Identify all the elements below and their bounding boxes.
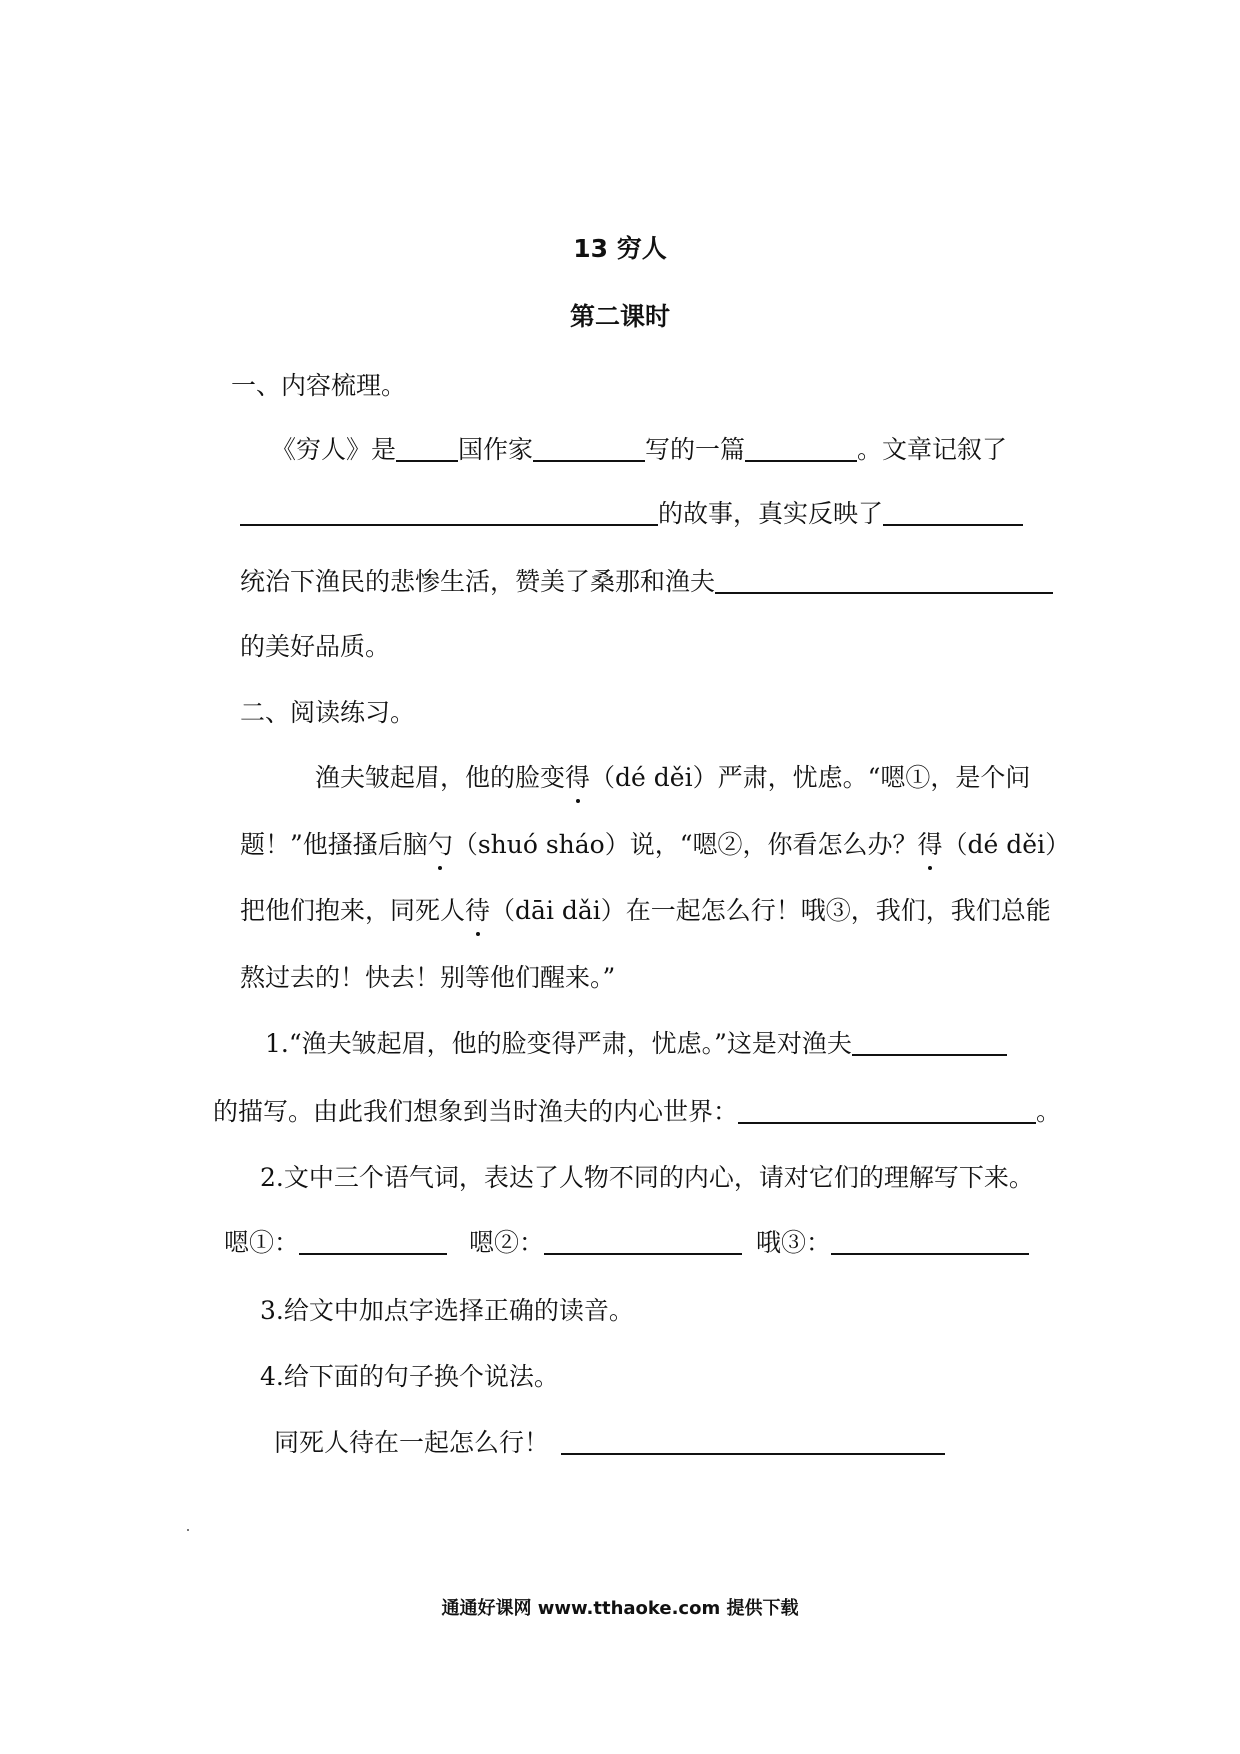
text-segment: 的描写。由此我们想象到当时渔夫的内心世界： (213, 1097, 739, 1126)
answer-blank-country[interactable] (396, 436, 458, 462)
question-4-sentence (274, 1423, 945, 1459)
dotted-character: 得 (565, 758, 590, 794)
section1-line4: 的美好品质。 (240, 632, 391, 661)
answer-blank-en1[interactable] (299, 1229, 447, 1255)
question-1-text: 1.“渔夫皱起眉，他的脸变得严肃，忧虑。”这是对渔夫 (265, 1029, 852, 1058)
text-segment: 题！”他搔搔后脑 (240, 830, 428, 859)
text-segment: 把他们抱来，同死人 (240, 896, 466, 925)
question-3-text: 3.给文中加点字选择正确的读音。 (260, 1296, 634, 1325)
sentence-text: 同死人待在一起怎么行！ (274, 1428, 550, 1457)
text-segment: 。 (1036, 1097, 1062, 1126)
footer-source: 通通好课网 www.tthaoke.com 提供下载 (441, 1598, 799, 1619)
text-segment: （dé děi） (942, 830, 1071, 859)
dotted-character: 勺 (428, 825, 453, 861)
lesson-title: 13 穷人 (573, 234, 667, 263)
text-segment: （dāi dǎi）在一起怎么行！哦③，我们，我们总能 (490, 896, 1051, 925)
answer-blank-qualities[interactable] (715, 568, 1053, 594)
answer-label: 哦③： (756, 1228, 832, 1257)
lesson-subtitle: 第二课时 (569, 302, 670, 331)
answer-label: 嗯②： (469, 1228, 545, 1257)
answer-blank-o3[interactable] (831, 1229, 1029, 1255)
answer-blank-genre[interactable] (745, 436, 857, 462)
dotted-character: 得 (918, 825, 943, 861)
passage-line1 (315, 758, 1030, 794)
section1-line1 (271, 430, 1007, 466)
text-segment: 写的一篇 (645, 435, 746, 464)
answer-blank-regime[interactable] (883, 500, 1023, 526)
question-1-line2 (213, 1092, 1061, 1128)
answer-blank-inner-world[interactable] (738, 1098, 1036, 1124)
section1-heading: 一、内容梳理。 (231, 371, 407, 400)
passage-line4: 熬过去的！快去！别等他们醒来。” (240, 963, 616, 992)
question-2-answers (224, 1223, 1029, 1259)
question-4-text: 4.给下面的句子换个说法。 (260, 1362, 559, 1391)
answer-blank-description-type[interactable] (852, 1030, 1007, 1056)
text-segment: （shuó sháo）说，“嗯②，你看怎么办？ (452, 830, 918, 859)
section1-line2 (240, 494, 1023, 530)
text-segment: （dé děi）严肃，忧虑。“嗯①，是个问 (590, 763, 1031, 792)
text-segment: 。文章记叙了 (857, 435, 1008, 464)
text-segment: 统治下渔民的悲惨生活，赞美了桑那和渔夫 (240, 567, 716, 596)
question-1-line1 (265, 1024, 1007, 1060)
question-2-text: 2.文中三个语气词，表达了人物不同的内心，请对它们的理解写下来。 (260, 1163, 1034, 1192)
text-segment: 渔夫皱起眉，他的脸变 (315, 763, 566, 792)
answer-blank-en2[interactable] (544, 1229, 742, 1255)
scan-speck (187, 1529, 189, 1531)
answer-label: 嗯①： (224, 1228, 300, 1257)
passage-line3 (240, 891, 1051, 927)
text-segment: 的故事，真实反映了 (658, 499, 884, 528)
answer-blank-story[interactable] (240, 500, 658, 526)
section1-line3 (240, 562, 1053, 598)
passage-line2 (240, 825, 1070, 861)
dotted-character: 待 (465, 891, 490, 927)
answer-blank-author[interactable] (533, 436, 645, 462)
text-segment: 国作家 (458, 435, 534, 464)
answer-blank-rewrite[interactable] (561, 1429, 945, 1455)
text-segment: 《穷人》是 (271, 435, 397, 464)
section2-heading: 二、阅读练习。 (240, 698, 416, 727)
